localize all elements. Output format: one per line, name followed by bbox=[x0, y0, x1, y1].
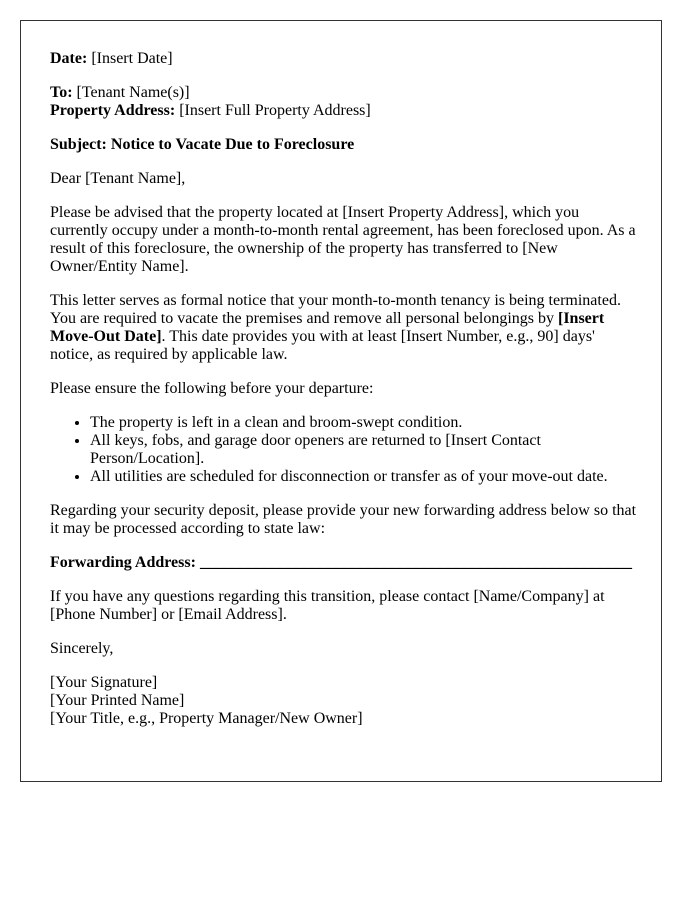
sign-off: Sincerely, bbox=[50, 640, 114, 657]
forwarding-address-blank[interactable]: ______________________________________________________ bbox=[195, 554, 632, 571]
date-label: Date: bbox=[50, 50, 88, 67]
letter-page bbox=[20, 20, 662, 782]
to-value: [Tenant Name(s)] bbox=[72, 84, 190, 101]
signature-block bbox=[50, 674, 640, 728]
salutation: Dear [Tenant Name], bbox=[50, 170, 186, 187]
letter-content bbox=[50, 50, 640, 744]
contact-paragraph: If you have any questions regarding this transition, please contact [Name/Company] at [Phone Number] or [Email Address]. bbox=[50, 588, 605, 623]
paragraph-foreclosure: Please be advised that the property located at [Insert Property Address], which you currently occupy under a month-to-month rental agreement, has been foreclosed upon. As a result of this foreclosure, the ownership of the property has transferred to [New Owner/Entity Name]. bbox=[50, 204, 636, 275]
property-address-value: [Insert Full Property Address] bbox=[175, 102, 371, 119]
list-item: • All keys, fobs, and garage door openers are returned to [Insert Contact Person/Location]. bbox=[90, 432, 640, 468]
signer-title: [Your Title, e.g., Property Manager/New Owner] bbox=[50, 710, 363, 727]
paragraph-termination bbox=[50, 292, 640, 364]
departure-checklist bbox=[50, 414, 640, 486]
forwarding-address-label: Forwarding Address: bbox=[50, 554, 196, 571]
to-label: To: bbox=[50, 84, 73, 101]
list-item: • All utilities are scheduled for disconnection or transfer as of your move-out date. bbox=[90, 468, 640, 486]
printed-name: [Your Printed Name] bbox=[50, 692, 185, 709]
termination-text-before: This letter serves as formal notice that your month-to-month tenancy is being terminated. You are required to vacate the premises and remove all personal belongings by bbox=[50, 292, 621, 327]
forwarding-address-line bbox=[50, 554, 640, 572]
property-address-label: Property Address: bbox=[50, 102, 176, 119]
deposit-paragraph: Regarding your security deposit, please provide your new forwarding address below so that it may be processed according to state law: bbox=[50, 502, 637, 537]
move-out-date-placeholder: [Insert Move-Out Date] bbox=[50, 310, 605, 345]
list-item: • The property is left in a clean and broom-swept condition. bbox=[90, 414, 640, 432]
recipient-block bbox=[50, 84, 640, 120]
date-line bbox=[50, 50, 640, 68]
date-value: [Insert Date] bbox=[87, 50, 173, 67]
list-intro: Please ensure the following before your departure: bbox=[50, 380, 374, 397]
termination-text-after: . This date provides you with at least [Insert Number, e.g., 90] days' notice, as required by applicable law. bbox=[50, 328, 595, 363]
subject-text: Subject: Notice to Vacate Due to Foreclosure bbox=[50, 136, 355, 153]
subject-line bbox=[50, 136, 640, 154]
signature: [Your Signature] bbox=[50, 674, 158, 691]
